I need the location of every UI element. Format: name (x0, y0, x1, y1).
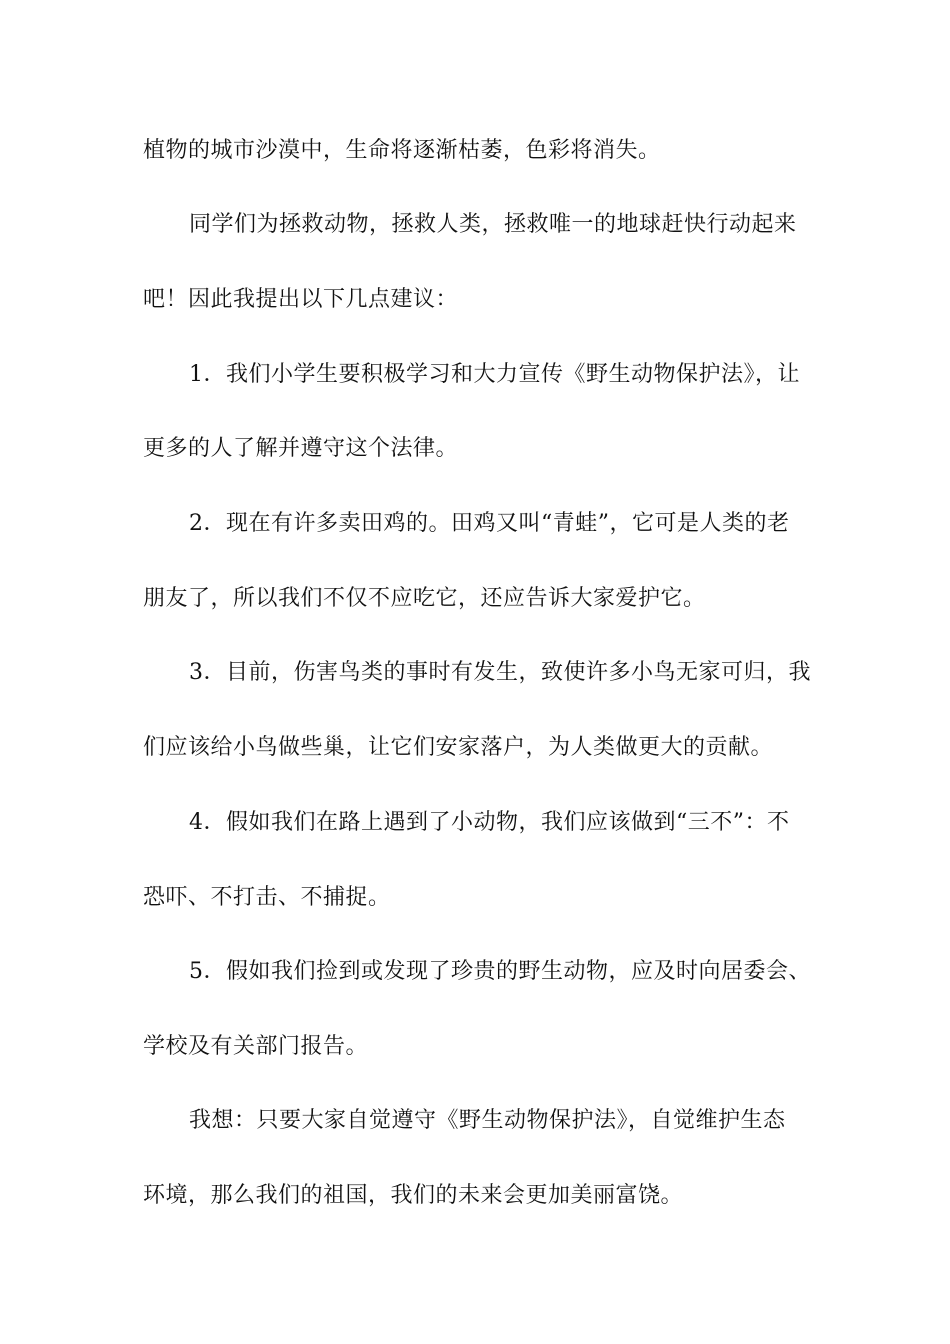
text-line: 我想：只要大家自觉遵守《野生动物保护法》，自觉维护生态 (189, 1108, 786, 1133)
text-line: 同学们为拯救动物，拯救人类，拯救唯一的地球赶快行动起来 (189, 212, 797, 237)
text-line: 学校及有关部门报告。 (143, 1034, 369, 1059)
text-line: 1．我们小学生要积极学习和大力宣传《野生动物保护法》，让 (189, 362, 800, 387)
text-line: 植物的城市沙漠中，生命将逐渐枯萎，色彩将消失。 (143, 138, 661, 163)
text-line: 朋友了，所以我们不仅不应吃它，还应告诉大家爱护它。 (143, 586, 706, 611)
text-line: 5．假如我们捡到或发现了珍贵的野生动物，应及时向居委会、 (189, 959, 811, 984)
text-line: 3．目前，伤害鸟类的事时有发生，致使许多小鸟无家可归，我 (189, 660, 811, 685)
text-line: 恐吓、不打击、不捕捉。 (143, 885, 391, 910)
text-line: 更多的人了解并遵守这个法律。 (143, 436, 459, 461)
text-line: 2．现在有许多卖田鸡的。田鸡又叫“青蛙”，它可是人类的老 (189, 511, 790, 536)
text-line: 环境，那么我们的祖国，我们的未来会更加美丽富饶。 (143, 1183, 684, 1208)
text-line: 们应该给小鸟做些巢，让它们安家落户，为人类做更大的贡献。 (143, 735, 774, 760)
text-line: 吧！因此我提出以下几点建议： (143, 287, 459, 312)
text-line: 4．假如我们在路上遇到了小动物，我们应该做到“三不”：不 (189, 810, 790, 835)
